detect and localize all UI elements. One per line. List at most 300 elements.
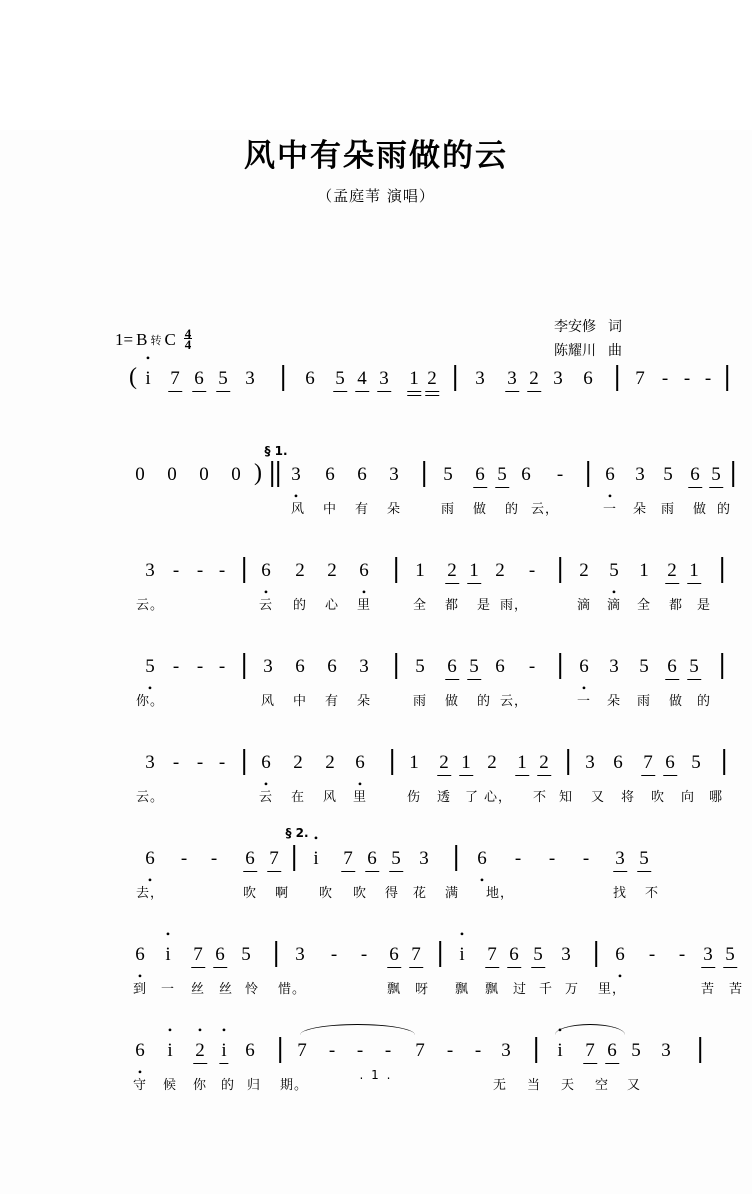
- barline: [721, 557, 723, 583]
- note: 5: [663, 464, 673, 485]
- segno-marking: § 1.: [264, 444, 288, 458]
- note: 6: [357, 464, 367, 485]
- note: -: [196, 560, 204, 581]
- note: 6: [667, 656, 677, 677]
- lyric-syllable: 的: [292, 598, 308, 613]
- score-line: [0, 560, 752, 636]
- lyric-syllable: 呀: [414, 982, 430, 997]
- note: 2: [579, 560, 589, 581]
- lyric-syllable: 到: [132, 982, 148, 997]
- lyric-syllable: 的: [504, 502, 520, 517]
- credit-lyricist: [554, 315, 622, 339]
- note: 6 •: [135, 944, 145, 966]
- note-row: [0, 444, 752, 498]
- note: -: [548, 848, 556, 869]
- lyric-syllable: 全: [412, 598, 428, 613]
- lyric-syllable: 云，: [530, 502, 560, 517]
- lyric-syllable: 期。: [279, 1078, 309, 1093]
- phrase-paren: (: [129, 364, 137, 390]
- lyric-syllable: 一: [160, 982, 176, 997]
- barline: [732, 461, 734, 487]
- note: 2: [495, 560, 505, 581]
- note: 5: [241, 944, 251, 965]
- time-signature: [184, 326, 193, 352]
- note: 1: [639, 560, 649, 581]
- lyric-syllable: 雨，: [499, 598, 529, 613]
- note: 6 •: [615, 944, 625, 966]
- note: 5: [689, 656, 699, 677]
- note: 5: [631, 1040, 641, 1061]
- note: 6: [475, 464, 485, 485]
- lyric-syllable: 云。: [135, 790, 165, 805]
- note: 3: [703, 944, 713, 965]
- note: 5: [469, 656, 479, 677]
- phrase-paren: ): [254, 460, 262, 486]
- note: 2: [293, 752, 303, 773]
- note-row: [0, 560, 752, 594]
- lyric-syllable: 风: [322, 790, 338, 805]
- lyric-syllable: 丝: [190, 982, 206, 997]
- note: 7: [415, 1040, 425, 1061]
- note: 5: [218, 368, 228, 389]
- lyric-syllable: 吹: [650, 790, 666, 805]
- lyric-syllable: 飘: [386, 982, 402, 997]
- note: • i: [459, 944, 464, 966]
- key-transpose-label: 转: [150, 335, 162, 347]
- note: 7: [269, 848, 279, 869]
- lyric-syllable: 飘: [454, 982, 470, 997]
- page-subtitle: （孟庭苇 演唱）: [317, 187, 435, 205]
- lyric-syllable: 风: [260, 694, 276, 709]
- barline: [275, 941, 277, 967]
- note: 6: [245, 848, 255, 869]
- lyric-syllable: 里，: [597, 982, 627, 997]
- note: 5: [533, 944, 543, 965]
- lyric-syllable: 得: [384, 886, 400, 901]
- lyric-syllable: 又: [626, 1078, 642, 1093]
- note: • i: [165, 944, 170, 966]
- note: 3: [263, 656, 273, 677]
- lyric-syllable: 做: [472, 502, 488, 517]
- note: 6 •: [145, 848, 155, 870]
- tie-slur: [555, 1024, 625, 1035]
- note: 3: [359, 656, 369, 677]
- note: 2: [529, 368, 539, 389]
- barline: [243, 749, 245, 775]
- barline: [723, 749, 725, 775]
- lyric-syllable: 有: [354, 502, 370, 517]
- note: -: [528, 560, 536, 581]
- note: 3 •: [291, 464, 301, 486]
- lyric-syllable: 是: [696, 598, 712, 613]
- lyric-row: [0, 594, 752, 616]
- page-number: . 1 .: [359, 1068, 393, 1082]
- lyric-syllable: 满: [444, 886, 460, 901]
- note: 7: [411, 944, 421, 965]
- lyric-syllable: 吹: [318, 886, 334, 901]
- barline: [595, 941, 597, 967]
- note: 6: [389, 944, 399, 965]
- score-line: [0, 656, 752, 732]
- credit-composer: [554, 339, 622, 363]
- lyric-syllable: 空: [594, 1078, 610, 1093]
- note: -: [328, 1040, 336, 1061]
- barline: [423, 461, 425, 487]
- note: 6 •: [261, 752, 271, 774]
- lyric-syllable: 做: [668, 694, 684, 709]
- barline: [279, 1037, 281, 1063]
- barline: [535, 1037, 537, 1063]
- lyric-syllable: 是: [476, 598, 492, 613]
- lyric-syllable: 啊: [274, 886, 290, 901]
- lyric-syllable: 有: [324, 694, 340, 709]
- note: -: [556, 464, 564, 485]
- lyric-syllable: 找: [612, 886, 628, 901]
- tie-slur: [300, 1024, 415, 1035]
- note: 7: [170, 368, 180, 389]
- lyric-syllable: 伤: [406, 790, 422, 805]
- barline: [455, 845, 457, 871]
- note: 2: [487, 752, 497, 773]
- note: 6 •: [579, 656, 589, 678]
- note: 6 •: [605, 464, 615, 486]
- barline: [559, 653, 561, 679]
- note: 6: [245, 1040, 255, 1061]
- lyric-row: [0, 882, 752, 904]
- note: 7: [193, 944, 203, 965]
- lyric-syllable: 中: [322, 502, 338, 517]
- credit-lyricist-role: 词: [608, 319, 622, 335]
- barline: [616, 365, 618, 391]
- note: 3: [295, 944, 305, 965]
- note-row: [0, 752, 752, 786]
- lyric-syllable: 你。: [135, 694, 165, 709]
- note: -: [196, 752, 204, 773]
- lyric-syllable: 不: [532, 790, 548, 805]
- lyric-syllable: 云，: [499, 694, 529, 709]
- lyric-syllable: 滴: [576, 598, 592, 613]
- lyric-syllable: 苦: [728, 982, 744, 997]
- note: 3: [661, 1040, 671, 1061]
- note: 5: [711, 464, 721, 485]
- barline: [277, 461, 279, 487]
- note: -: [661, 368, 669, 389]
- note: 2: [539, 752, 549, 773]
- note: 6: [690, 464, 700, 485]
- barline: [559, 557, 561, 583]
- note: 3: [389, 464, 399, 485]
- note: -: [172, 656, 180, 677]
- key-prefix: 1=: [115, 330, 134, 349]
- credit-composer-role: 曲: [608, 343, 622, 359]
- note: 6 •: [135, 1040, 145, 1062]
- barline: [243, 653, 245, 679]
- lyric-syllable: 雨: [636, 694, 652, 709]
- note: 3: [145, 752, 155, 773]
- note: -: [210, 848, 218, 869]
- note: 6: [495, 656, 505, 677]
- lyric-syllable: 雨: [412, 694, 428, 709]
- note: -: [356, 1040, 364, 1061]
- note-row: [0, 826, 752, 882]
- note: • i: [557, 1040, 562, 1062]
- note: -: [172, 560, 180, 581]
- note: • i: [313, 848, 318, 870]
- note: 6 •: [477, 848, 487, 870]
- note: -: [360, 944, 368, 965]
- barline: [439, 941, 441, 967]
- note: 3: [635, 464, 645, 485]
- note: -: [218, 752, 226, 773]
- note: 0: [167, 464, 177, 485]
- note: -: [648, 944, 656, 965]
- note: -: [384, 1040, 392, 1061]
- note: 5: [391, 848, 401, 869]
- note: 3: [609, 656, 619, 677]
- note: 1: [409, 752, 419, 773]
- note: • i: [145, 368, 150, 390]
- barline: [726, 365, 728, 391]
- lyric-syllable: 向: [680, 790, 696, 805]
- note: 1: [409, 368, 419, 389]
- lyric-syllable: 做: [692, 502, 708, 517]
- note: 5: [691, 752, 701, 773]
- note: 5 •: [609, 560, 619, 582]
- note: 1: [689, 560, 699, 581]
- lyric-syllable: 的: [476, 694, 492, 709]
- note: 3: [245, 368, 255, 389]
- barline: [243, 557, 245, 583]
- lyric-syllable: 当: [526, 1078, 542, 1093]
- credits: [554, 315, 622, 363]
- lyric-syllable: 心: [324, 598, 340, 613]
- lyric-syllable: 了: [464, 790, 480, 805]
- lyric-row: [0, 786, 752, 808]
- note: -: [446, 1040, 454, 1061]
- lyric-syllable: 又: [590, 790, 606, 805]
- lyric-syllable: 吹: [352, 886, 368, 901]
- lyric-syllable: 吹: [242, 886, 258, 901]
- lyric-syllable: 丝: [218, 982, 234, 997]
- lyric-syllable: 飘: [484, 982, 500, 997]
- barline: [721, 653, 723, 679]
- note: 5 •: [145, 656, 155, 678]
- score-line: [0, 444, 752, 540]
- note: 6: [367, 848, 377, 869]
- note: 5: [497, 464, 507, 485]
- note: 3: [585, 752, 595, 773]
- note-row: [0, 364, 752, 402]
- note: 6 •: [355, 752, 365, 774]
- credit-lyricist-name: 李安修: [554, 319, 596, 335]
- note: 3: [561, 944, 571, 965]
- note: 6: [665, 752, 675, 773]
- lyric-row: [0, 978, 752, 1000]
- note: 6: [583, 368, 593, 389]
- note: 1: [415, 560, 425, 581]
- score-line: [0, 944, 752, 1020]
- barline: [282, 365, 284, 391]
- barline: [567, 749, 569, 775]
- lyric-syllable: 归: [246, 1078, 262, 1093]
- lyric-syllable: 花: [412, 886, 428, 901]
- lyric-syllable: 风: [290, 502, 306, 517]
- barline: [271, 461, 273, 487]
- lyric-syllable: 朵: [386, 502, 402, 517]
- lyric-syllable: 的: [696, 694, 712, 709]
- time-signature-numerator: 4: [184, 326, 192, 341]
- lyric-syllable: 将: [620, 790, 636, 805]
- lyric-syllable: 朵: [632, 502, 648, 517]
- note: 6: [613, 752, 623, 773]
- note: 6: [521, 464, 531, 485]
- note: 0: [135, 464, 145, 485]
- lyric-syllable: 心，: [483, 790, 513, 805]
- lyric-syllable: 无: [492, 1078, 508, 1093]
- note: 6: [194, 368, 204, 389]
- note: • 2: [195, 1040, 205, 1062]
- lyric-syllable: 的: [220, 1078, 236, 1093]
- lyric-row: [0, 498, 752, 520]
- lyric-syllable: 知: [558, 790, 574, 805]
- note: 0: [199, 464, 209, 485]
- lyric-syllable: 朵: [606, 694, 622, 709]
- lyric-syllable: 过: [512, 982, 528, 997]
- lyric-syllable: 在: [290, 790, 306, 805]
- lyric-syllable: 都: [444, 598, 460, 613]
- lyric-syllable: 候: [162, 1078, 178, 1093]
- note: 7: [487, 944, 497, 965]
- note: 3: [475, 368, 485, 389]
- note: 6: [509, 944, 519, 965]
- barline: [454, 365, 456, 391]
- note: 7: [297, 1040, 307, 1061]
- note: 6: [325, 464, 335, 485]
- lyric-syllable: 守: [132, 1078, 148, 1093]
- note: 6: [607, 1040, 617, 1061]
- segno-marking: § 2.: [285, 826, 309, 840]
- note: 6: [215, 944, 225, 965]
- barline: [391, 749, 393, 775]
- score-line: [0, 826, 752, 924]
- note: -: [514, 848, 522, 869]
- score-line: [0, 752, 752, 828]
- lyric-syllable: 去，: [135, 886, 165, 901]
- note: 3: [507, 368, 517, 389]
- lyric-syllable: 一: [576, 694, 592, 709]
- note: 3: [419, 848, 429, 869]
- note: 7: [635, 368, 645, 389]
- note: -: [683, 368, 691, 389]
- lyric-syllable: 天: [560, 1078, 576, 1093]
- lyric-row: [0, 690, 752, 712]
- credit-composer-name: 陈耀川: [554, 343, 596, 359]
- note: 3: [553, 368, 563, 389]
- note: 2: [325, 752, 335, 773]
- note: 7: [643, 752, 653, 773]
- note: 6 •: [359, 560, 369, 582]
- note: 7: [343, 848, 353, 869]
- note: 5: [415, 656, 425, 677]
- lyric-syllable: 云。: [135, 598, 165, 613]
- lyric-syllable: 雨: [660, 502, 676, 517]
- score-line: [0, 364, 752, 444]
- note: 3: [379, 368, 389, 389]
- lyric-syllable: 全: [636, 598, 652, 613]
- key-from: B: [136, 330, 148, 349]
- note: -: [180, 848, 188, 869]
- note: -: [196, 656, 204, 677]
- time-signature-denominator: 4: [184, 337, 192, 352]
- note: 5: [335, 368, 345, 389]
- lyric-syllable: 的: [716, 502, 732, 517]
- lyric-syllable: 云: [258, 790, 274, 805]
- lyric-syllable: 哪: [708, 790, 724, 805]
- note: 5: [443, 464, 453, 485]
- lyric-syllable: 惜。: [277, 982, 307, 997]
- note: • i: [167, 1040, 172, 1062]
- lyric-syllable: 雨: [440, 502, 456, 517]
- note: 5: [639, 848, 649, 869]
- lyric-syllable: 都: [668, 598, 684, 613]
- note: 1: [517, 752, 527, 773]
- lyric-syllable: 千: [538, 982, 554, 997]
- note-row: [0, 944, 752, 978]
- note: 2: [427, 368, 437, 389]
- note: -: [474, 1040, 482, 1061]
- key-to: C: [164, 330, 176, 349]
- note: 5: [639, 656, 649, 677]
- note: 4: [357, 368, 367, 389]
- lyric-syllable: 里: [356, 598, 372, 613]
- note-row: [0, 656, 752, 690]
- note: 6 •: [261, 560, 271, 582]
- note: 3: [501, 1040, 511, 1061]
- lyric-syllable: 滴: [606, 598, 622, 613]
- lyric-syllable: 里: [352, 790, 368, 805]
- note: -: [704, 368, 712, 389]
- note: 7: [585, 1040, 595, 1061]
- sheet-music-page: [0, 130, 752, 1194]
- lyric-syllable: 做: [444, 694, 460, 709]
- barline: [395, 557, 397, 583]
- note: -: [582, 848, 590, 869]
- note: • i: [221, 1040, 226, 1062]
- note: -: [330, 944, 338, 965]
- note: 2: [295, 560, 305, 581]
- note: 2: [667, 560, 677, 581]
- barline: [587, 461, 589, 487]
- lyric-syllable: 不: [644, 886, 660, 901]
- note: 5: [725, 944, 735, 965]
- note: 3: [145, 560, 155, 581]
- lyric-syllable: 怜: [244, 982, 260, 997]
- note: -: [528, 656, 536, 677]
- note: 6: [327, 656, 337, 677]
- note: 2: [327, 560, 337, 581]
- note: -: [172, 752, 180, 773]
- lyric-syllable: 透: [436, 790, 452, 805]
- note: 6: [447, 656, 457, 677]
- note: 1: [469, 560, 479, 581]
- lyric-syllable: 万: [564, 982, 580, 997]
- note: 6: [305, 368, 315, 389]
- page-title: 风中有朵雨做的云: [244, 138, 508, 174]
- lyric-syllable: 中: [292, 694, 308, 709]
- lyric-syllable: 一: [602, 502, 618, 517]
- note: -: [218, 560, 226, 581]
- note: 0: [231, 464, 241, 485]
